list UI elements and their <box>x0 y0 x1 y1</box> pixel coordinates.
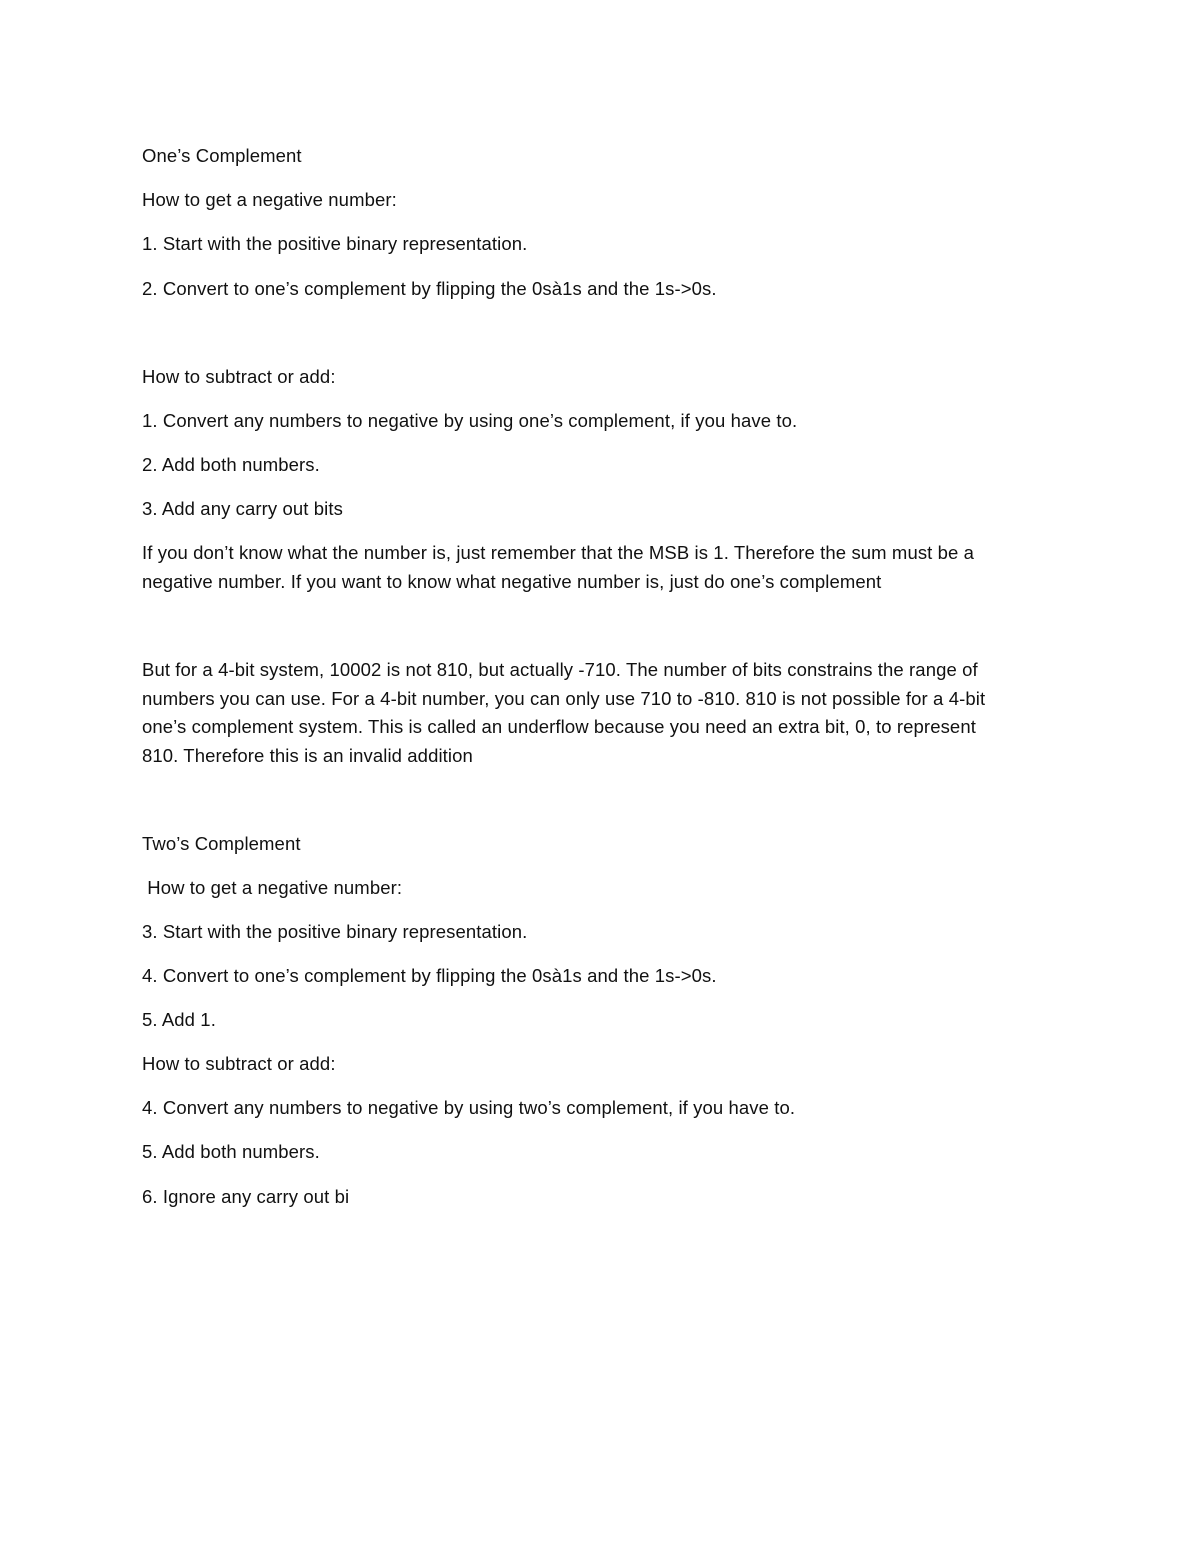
underflow-paragraph <box>142 656 1042 770</box>
msb-paragraph-line-1: If you don’t know what the number is, just remember that the MSB is 1. Therefore the sum must be a <box>142 542 975 563</box>
ones-get-step-2: 2. Convert to one’s complement by flipping the 0sà1s and the 1s->0s. <box>142 278 717 299</box>
twos-sub-add-step-5: 5. Add both numbers. <box>142 1141 320 1162</box>
underflow-paragraph-line-1: But for a 4-bit system, 10002 is not 810, but actually -710. The number of bits constrains the range of <box>142 659 978 680</box>
ones-sub-add-step-2: 2. Add both numbers. <box>142 454 320 475</box>
ones-get-step-1: 1. Start with the positive binary representation. <box>142 233 528 254</box>
msb-paragraph-line-2: negative number. If you want to know what negative number is, just do one’s complement <box>142 570 882 592</box>
ones-sub-add-heading: How to subtract or add: <box>142 366 336 387</box>
ones-get-negative-heading: How to get a negative number: <box>142 189 397 210</box>
twos-get-step-3: 3. Start with the positive binary representation. <box>142 921 528 942</box>
twos-complement-title: Two’s Complement <box>142 833 301 854</box>
ones-sub-add-step-3: 3. Add any carry out bits <box>142 498 343 519</box>
underflow-paragraph-line-4: 810. Therefore this is an invalid addition <box>142 744 473 766</box>
twos-sub-add-step-4: 4. Convert any numbers to negative by using two’s complement, if you have to. <box>142 1097 796 1118</box>
msb-paragraph <box>142 539 1042 596</box>
underflow-paragraph-line-3: one’s complement system. This is called an underflow because you need an extra bit, 0, to represent <box>142 716 976 737</box>
twos-get-step-4: 4. Convert to one’s complement by flipping the 0sà1s and the 1s->0s. <box>142 965 717 986</box>
twos-get-step-5: 5. Add 1. <box>142 1009 216 1030</box>
underflow-paragraph-line-2: numbers you can use. For a 4-bit number, you can only use 710 to -810. 810 is not possible for a 4-bit <box>142 687 986 709</box>
ones-sub-add-step-1: 1. Convert any numbers to negative by using one’s complement, if you have to. <box>142 410 798 431</box>
twos-get-negative-heading: How to get a negative number: <box>142 877 403 898</box>
twos-sub-add-heading: How to subtract or add: <box>142 1053 336 1074</box>
twos-sub-add-step-6: 6. Ignore any carry out bi <box>142 1186 350 1207</box>
ones-complement-title: One’s Complement <box>142 145 302 166</box>
